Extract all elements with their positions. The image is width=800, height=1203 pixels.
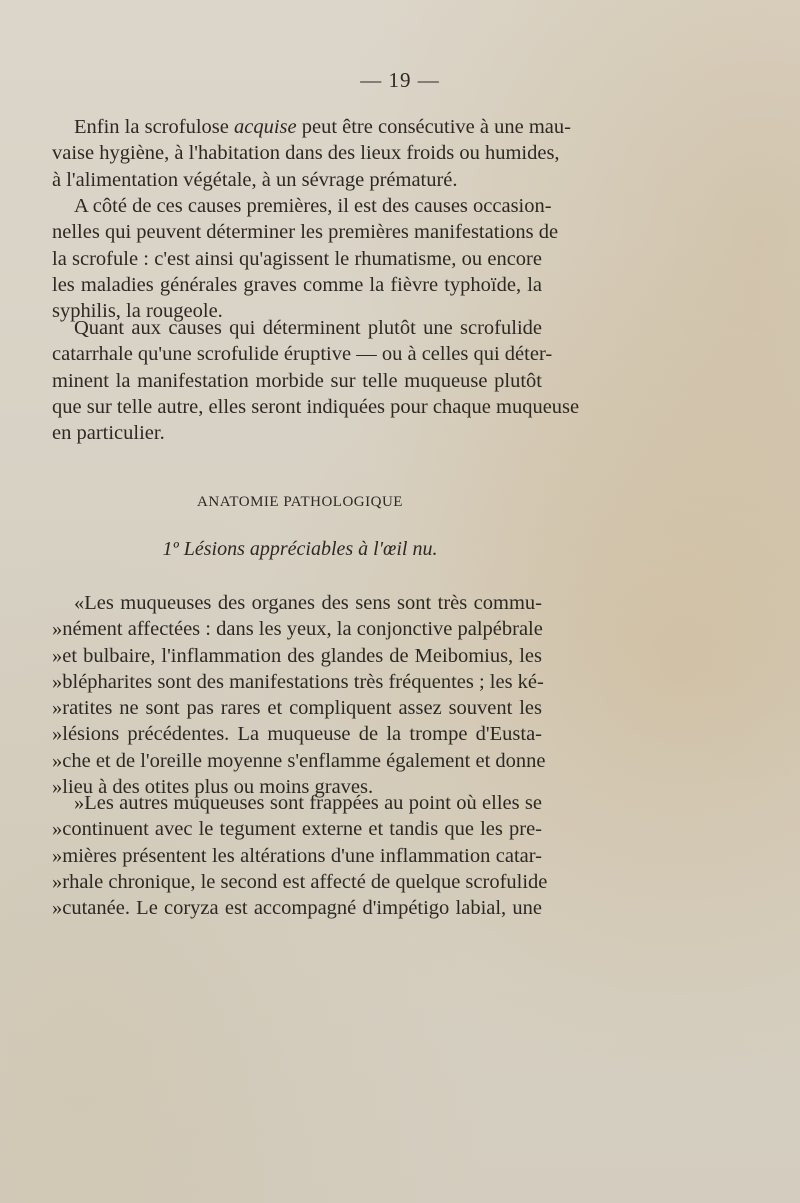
text-line: à l'alimentation végétale, à un sévrage prématuré.: [52, 168, 458, 191]
text-line: les maladies générales graves comme la fièvre typhoïde, la: [52, 273, 542, 296]
text-line: »che et de l'oreille moyenne s'enflamme également et donne: [52, 749, 546, 772]
page-number: — 19 —: [360, 68, 440, 92]
text-line: en particulier.: [52, 422, 165, 445]
text-line: »ratites ne sont pas rares et compliquent assez souvent les: [52, 697, 542, 720]
text-line: vaise hygiène, à l'habitation dans des lieux froids ou humides,: [52, 142, 560, 165]
paragraph-occasional-causes: [52, 193, 559, 324]
text-line: »lésions précédentes. La muqueuse de la trompe d'Eusta-: [52, 723, 542, 746]
quote-paragraph-sense-organs: [52, 590, 546, 800]
text-line: que sur telle autre, elles seront indiquées pour chaque muqueuse: [52, 395, 580, 418]
text-line: catarrhale qu'une scrofulide éruptive — ou à celles qui déter-: [52, 343, 553, 366]
subsection-heading: 1º Lésions appréciables à l'œil nu.: [162, 538, 438, 560]
text-span: Enfin la scrofulose: [74, 116, 234, 138]
text-line: »lieu à des otites plus ou moins graves.: [52, 776, 374, 799]
text-line: »nément affectées : dans les yeux, la conjonctive palpébrale: [52, 618, 543, 641]
text-line: la scrofule : c'est ainsi qu'agissent le rhumatisme, ou encore: [52, 247, 542, 270]
text-line: »blépharites sont des manifestations très fréquentes ; les ké-: [52, 670, 544, 693]
text-line: »rhale chronique, le second est affecté de quelque scrofulide: [52, 870, 548, 893]
text-line: »continuent avec le tegument externe et tandis que les pre-: [52, 818, 542, 841]
text-line: minent la manifestation morbide sur telle muqueuse plutôt: [52, 369, 542, 392]
italic-term: acquise: [233, 116, 297, 138]
text-line: [52, 114, 571, 140]
text-line: A côté de ces causes premières, il est des causes occasion-: [74, 195, 552, 217]
paragraph-determining-causes: [52, 315, 580, 446]
text-line: Quant aux causes qui déterminent plutôt une scrofulide: [74, 317, 542, 339]
text-span: peut être consécutive à une mau-: [296, 116, 571, 138]
text-line: «Les muqueuses des organes des sens sont très commu-: [74, 592, 542, 614]
text-line: »et bulbaire, l'inflammation des glandes de Meibomius, les: [52, 644, 542, 667]
paragraph-acquired-scrofula: [52, 114, 571, 193]
text-line: syphilis, la rougeole.: [52, 300, 223, 323]
text-line: »Les autres muqueuses sont frappées au point où elles se: [74, 792, 542, 814]
section-heading: ANATOMIE PATHOLOGIQUE: [197, 494, 403, 510]
text-line: »cutanée. Le coryza est accompagné d'impétigo labial, une: [52, 897, 542, 920]
text-line: nelles qui peuvent déterminer les premières manifestations de: [52, 221, 559, 244]
text-line: »mières présentent les altérations d'une inflammation catar-: [52, 844, 542, 867]
quote-paragraph-other-mucosa: [52, 790, 548, 921]
